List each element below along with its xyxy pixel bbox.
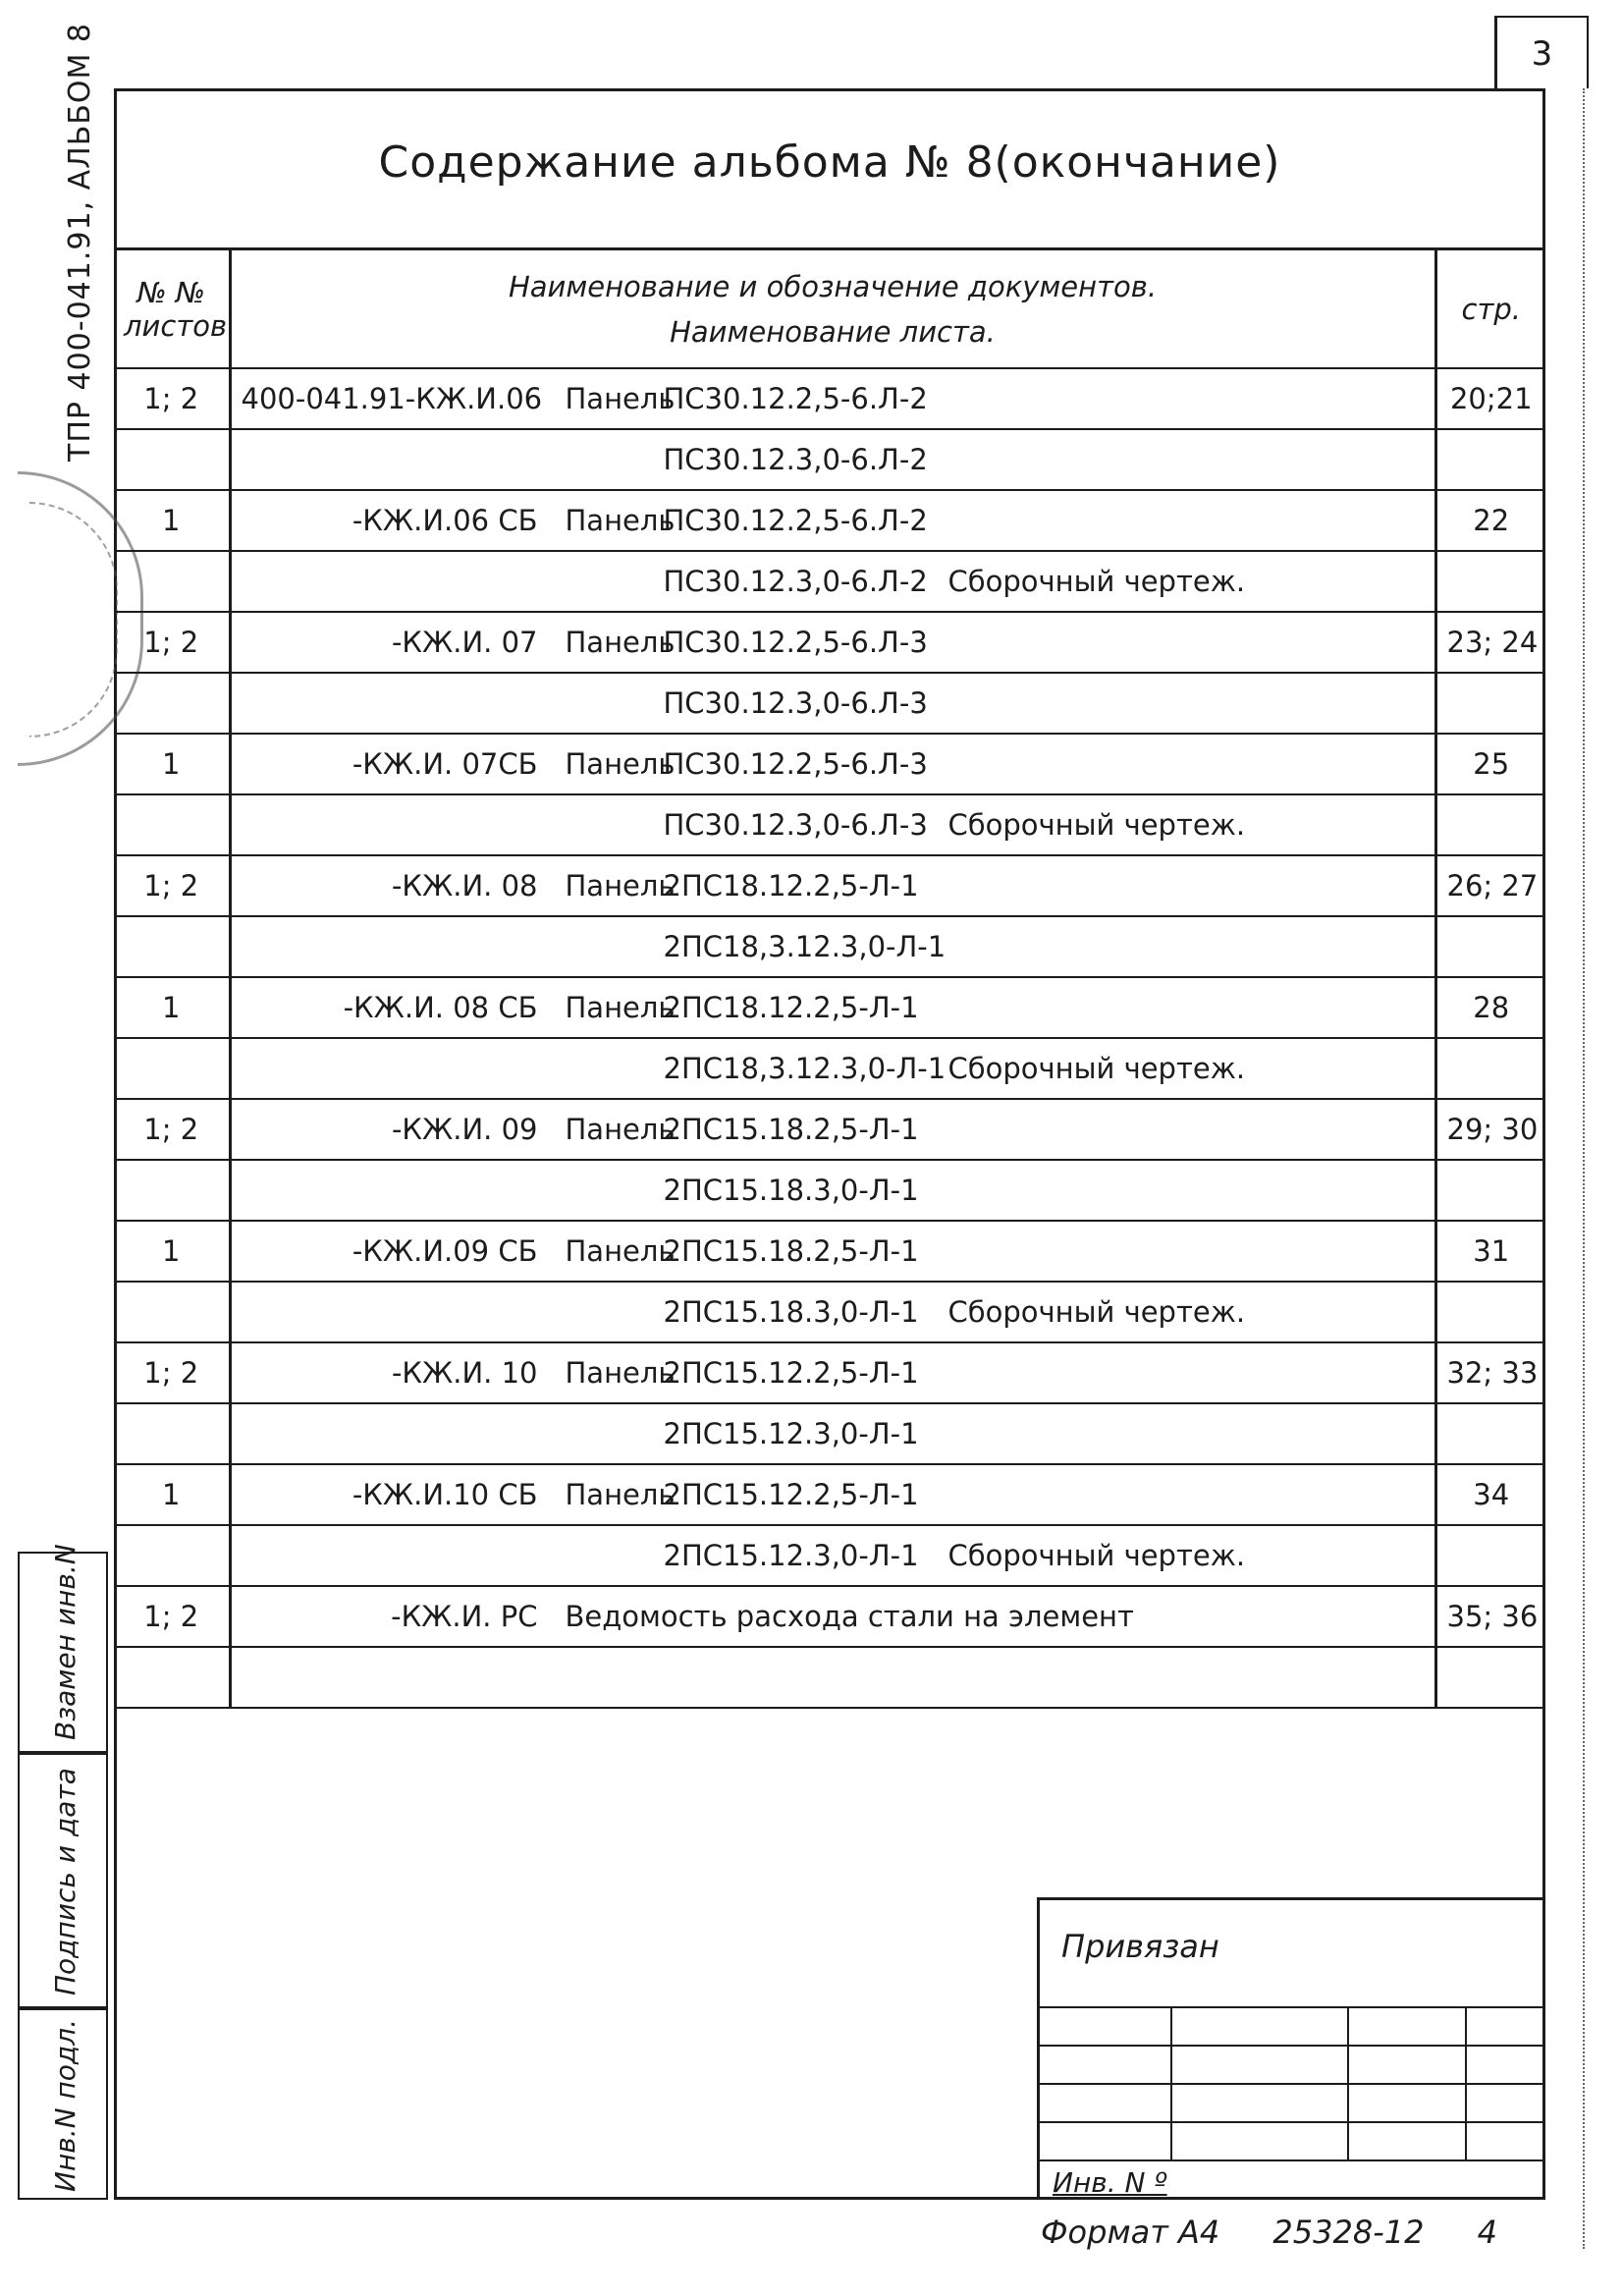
header-name bbox=[230, 250, 1435, 368]
tb-cell bbox=[1349, 2123, 1467, 2161]
tb-cell bbox=[1349, 2085, 1467, 2123]
row-sheet-no bbox=[114, 916, 230, 977]
row-sheet-no bbox=[114, 429, 230, 490]
row-name-grid bbox=[242, 369, 1425, 428]
row-panel-label: Панель bbox=[565, 869, 676, 902]
row-name-cell bbox=[230, 1342, 1435, 1403]
side-document-code: ТПР 400-041.91, АЛЬБОМ 8 bbox=[63, 22, 97, 462]
row-assembly-label: Сборочный чертеж. bbox=[947, 1539, 1246, 1572]
table-row bbox=[114, 794, 1545, 855]
tb-cell bbox=[1467, 2008, 1542, 2047]
row-panel-mark: 2ПС15.12.3,0-Л-1 bbox=[663, 1417, 919, 1450]
side-label-sign-date: Подпись и дата bbox=[49, 1768, 81, 1995]
row-sheet-no: 1; 2 bbox=[114, 1586, 230, 1647]
table-row bbox=[114, 612, 1545, 673]
row-panel-label: Панель bbox=[565, 382, 676, 415]
row-name-grid bbox=[242, 1039, 1425, 1098]
row-document-code: -КЖ.И. 07 bbox=[391, 626, 538, 659]
row-panel-label: Панель bbox=[565, 1478, 676, 1511]
row-name-grid bbox=[242, 917, 1425, 976]
row-panel-mark: 2ПС18,3.12.3,0-Л-1 bbox=[663, 930, 947, 963]
row-document-code: -КЖ.И.06 СБ bbox=[352, 504, 538, 537]
header-name-line1: Наименование и обозначение документов. bbox=[508, 269, 1158, 303]
row-sheet-no bbox=[114, 794, 230, 855]
row-name-cell bbox=[230, 1038, 1435, 1099]
table-row bbox=[114, 1221, 1545, 1282]
row-sheet-no bbox=[114, 1038, 230, 1099]
table-row-empty bbox=[114, 1647, 1545, 1708]
header-sheet-no-line1: № № bbox=[136, 275, 206, 309]
title-block-grid bbox=[1040, 2008, 1542, 2161]
row-sheet-no: 1 bbox=[114, 977, 230, 1038]
row-name-cell bbox=[230, 916, 1435, 977]
row-name-cell bbox=[230, 1221, 1435, 1282]
table-header-row bbox=[114, 250, 1545, 368]
table-row bbox=[114, 429, 1545, 490]
row-name-grid bbox=[242, 1161, 1425, 1220]
table-row bbox=[114, 1099, 1545, 1160]
tb-cell bbox=[1040, 2047, 1172, 2085]
header-sheet-no-line2: листов bbox=[124, 308, 228, 343]
row-page: 28 bbox=[1435, 977, 1545, 1038]
row-page bbox=[1435, 1038, 1545, 1099]
row-name-cell bbox=[230, 1099, 1435, 1160]
row-sheet-no: 1; 2 bbox=[114, 1342, 230, 1403]
table-row bbox=[114, 1342, 1545, 1403]
tb-cell bbox=[1040, 2085, 1172, 2123]
table-row bbox=[114, 1525, 1545, 1586]
row-name-cell bbox=[230, 1586, 1435, 1647]
row-name-grid bbox=[242, 1343, 1425, 1402]
tb-cell bbox=[1040, 2123, 1172, 2161]
row-page bbox=[1435, 1282, 1545, 1342]
row-name-grid bbox=[242, 613, 1425, 672]
row-document-code: -КЖ.И. 08 СБ bbox=[343, 991, 538, 1024]
row-sheet-no bbox=[114, 673, 230, 734]
row-name-cell bbox=[230, 1160, 1435, 1221]
row-sheet-no: 1; 2 bbox=[114, 612, 230, 673]
sheet-number: 3 bbox=[1494, 16, 1589, 88]
row-name-cell bbox=[230, 368, 1435, 429]
row-sheet-no bbox=[114, 1403, 230, 1464]
row-sheet-no bbox=[114, 1160, 230, 1221]
side-label-inv-orig: Инв.N подл. bbox=[49, 2018, 81, 2192]
row-sheet-no: 1; 2 bbox=[114, 368, 230, 429]
row-panel-mark: ПС30.12.3,0-6.Л-3 bbox=[663, 808, 928, 842]
row-name-grid bbox=[242, 674, 1425, 733]
row-panel-label: Панель bbox=[565, 1234, 676, 1268]
row-panel-mark: 2ПС15.12.2,5-Л-1 bbox=[663, 1356, 919, 1390]
tb-cell bbox=[1467, 2047, 1542, 2085]
row-panel-label: Панель bbox=[565, 1113, 676, 1146]
tb-cell bbox=[1349, 2008, 1467, 2047]
table-row bbox=[114, 734, 1545, 794]
row-name-cell bbox=[230, 490, 1435, 551]
empty-cell-name bbox=[230, 1647, 1435, 1708]
row-name-grid bbox=[242, 1587, 1425, 1646]
row-panel-mark: ПС30.12.3,0-6.Л-3 bbox=[663, 686, 928, 720]
table-row bbox=[114, 977, 1545, 1038]
row-name-grid bbox=[242, 430, 1425, 489]
row-name-grid bbox=[242, 795, 1425, 854]
row-name-grid bbox=[242, 1526, 1425, 1585]
empty-cell-page bbox=[1435, 1647, 1545, 1708]
side-box-replace bbox=[18, 1544, 108, 1753]
side-box-inv-orig bbox=[18, 2008, 108, 2200]
row-name-cell bbox=[230, 977, 1435, 1038]
row-page bbox=[1435, 794, 1545, 855]
table-row bbox=[114, 490, 1545, 551]
title-band bbox=[114, 88, 1545, 250]
row-name-cell bbox=[230, 429, 1435, 490]
table-row bbox=[114, 1160, 1545, 1221]
tb-cell bbox=[1467, 2085, 1542, 2123]
row-name-cell bbox=[230, 551, 1435, 612]
right-margin-rule bbox=[1583, 88, 1585, 2249]
row-panel-mark: 2ПС18.12.2,5-Л-1 bbox=[663, 869, 919, 902]
row-assembly-label: Сборочный чертеж. bbox=[947, 1295, 1246, 1329]
row-panel-mark: ПС30.12.2,5-6.Л-2 bbox=[663, 504, 928, 537]
row-page: 32; 33 bbox=[1435, 1342, 1545, 1403]
row-panel-mark: 2ПС15.12.2,5-Л-1 bbox=[663, 1478, 919, 1511]
table-row bbox=[114, 1282, 1545, 1342]
row-sheet-no: 1 bbox=[114, 490, 230, 551]
row-page bbox=[1435, 673, 1545, 734]
header-name-line2: Наименование листа. bbox=[670, 314, 996, 349]
row-page: 23; 24 bbox=[1435, 612, 1545, 673]
row-page: 34 bbox=[1435, 1464, 1545, 1525]
row-page: 35; 36 bbox=[1435, 1586, 1545, 1647]
contents-table bbox=[114, 250, 1545, 1709]
format-label: Формат А4 bbox=[1041, 2214, 1220, 2251]
table-row bbox=[114, 1038, 1545, 1099]
row-page: 25 bbox=[1435, 734, 1545, 794]
tb-cell bbox=[1467, 2123, 1542, 2161]
format-sheet: 4 bbox=[1477, 2214, 1498, 2251]
contents-rows bbox=[114, 368, 1545, 1647]
row-name-grid bbox=[242, 1404, 1425, 1463]
table-row bbox=[114, 673, 1545, 734]
row-sheet-no: 1 bbox=[114, 1221, 230, 1282]
row-page bbox=[1435, 1525, 1545, 1586]
table-row bbox=[114, 551, 1545, 612]
album-title: Содержание альбома № 8(окончание) bbox=[378, 137, 1281, 188]
header-page: стр. bbox=[1435, 250, 1545, 368]
table-row bbox=[114, 1586, 1545, 1647]
side-label-replace: Взамен инв.N bbox=[49, 1544, 81, 1740]
row-name-grid bbox=[242, 1100, 1425, 1159]
row-name-grid bbox=[242, 978, 1425, 1037]
row-name-cell bbox=[230, 612, 1435, 673]
row-document-code: 400-041.91-КЖ.И.06 bbox=[241, 382, 543, 415]
row-panel-mark: 2ПС15.12.3,0-Л-1 bbox=[663, 1539, 919, 1572]
row-panel-label: Панель bbox=[565, 626, 676, 659]
row-name-cell bbox=[230, 794, 1435, 855]
row-name-cell bbox=[230, 1464, 1435, 1525]
side-box-sign-date bbox=[18, 1753, 108, 2008]
row-name-cell bbox=[230, 673, 1435, 734]
row-page bbox=[1435, 551, 1545, 612]
row-name-grid bbox=[242, 1222, 1425, 1281]
row-panel-label: Панель bbox=[565, 991, 676, 1024]
row-document-code: -КЖ.И. 10 bbox=[391, 1356, 538, 1390]
row-page bbox=[1435, 1160, 1545, 1221]
table-row bbox=[114, 1403, 1545, 1464]
header-sheet-no bbox=[114, 250, 230, 368]
table-row bbox=[114, 916, 1545, 977]
row-panel-label: Панель bbox=[565, 504, 676, 537]
row-name-grid bbox=[242, 491, 1425, 550]
empty-cell-no bbox=[114, 1647, 230, 1708]
row-document-code: -КЖ.И. РС bbox=[391, 1600, 538, 1633]
row-panel-mark: ПС30.12.3,0-6.Л-2 bbox=[663, 443, 928, 476]
row-sheet-no bbox=[114, 1282, 230, 1342]
row-name-grid bbox=[242, 552, 1425, 611]
table-row bbox=[114, 855, 1545, 916]
row-page: 26; 27 bbox=[1435, 855, 1545, 916]
row-panel-mark: ПС30.12.2,5-6.Л-2 bbox=[663, 382, 928, 415]
tb-cell bbox=[1172, 2123, 1349, 2161]
row-panel-mark: 2ПС15.18.3,0-Л-1 bbox=[663, 1174, 919, 1207]
row-name-cell bbox=[230, 855, 1435, 916]
row-assembly-label: Сборочный чертеж. bbox=[947, 1052, 1246, 1085]
row-name-grid bbox=[242, 735, 1425, 793]
row-document-code: -КЖ.И. 08 bbox=[391, 869, 538, 902]
format-footer bbox=[1041, 2214, 1541, 2251]
row-sheet-no: 1; 2 bbox=[114, 1099, 230, 1160]
title-block bbox=[1037, 1897, 1545, 2200]
row-panel-label: Панель bbox=[565, 1356, 676, 1390]
tb-cell bbox=[1172, 2047, 1349, 2085]
row-panel-mark: ПС30.12.2,5-6.Л-3 bbox=[663, 747, 928, 781]
row-name-grid bbox=[242, 1465, 1425, 1524]
row-sheet-no: 1 bbox=[114, 734, 230, 794]
row-page: 22 bbox=[1435, 490, 1545, 551]
approval-stamp-ring bbox=[29, 502, 118, 738]
row-panel-mark: 2ПС18,3.12.3,0-Л-1 bbox=[663, 1052, 947, 1085]
table-row bbox=[114, 368, 1545, 429]
inventory-number-label: Инв. N º bbox=[1053, 2166, 1167, 2199]
tb-cell bbox=[1172, 2085, 1349, 2123]
row-document-code: -КЖ.И. 09 bbox=[391, 1113, 538, 1146]
row-page bbox=[1435, 916, 1545, 977]
row-panel-label: Панель bbox=[565, 747, 676, 781]
row-name-cell bbox=[230, 1403, 1435, 1464]
row-assembly-label: Сборочный чертеж. bbox=[947, 808, 1246, 842]
row-document-code: -КЖ.И.09 СБ bbox=[352, 1234, 538, 1268]
row-document-code: -КЖ.И.10 СБ bbox=[352, 1478, 538, 1511]
row-assembly-label: Сборочный чертеж. bbox=[947, 565, 1246, 598]
row-panel-mark: 2ПС15.18.3,0-Л-1 bbox=[663, 1295, 919, 1329]
row-name-cell bbox=[230, 1525, 1435, 1586]
title-block-bound: Привязан bbox=[1040, 1900, 1542, 2008]
row-name-grid bbox=[242, 856, 1425, 915]
tb-cell bbox=[1172, 2008, 1349, 2047]
row-name-cell bbox=[230, 1282, 1435, 1342]
row-panel-mark: ПС30.12.2,5-6.Л-3 bbox=[663, 626, 928, 659]
row-sheet-no bbox=[114, 1525, 230, 1586]
tb-cell bbox=[1349, 2047, 1467, 2085]
tb-cell bbox=[1040, 2008, 1172, 2047]
table-row bbox=[114, 1464, 1545, 1525]
row-sheet-no: 1 bbox=[114, 1464, 230, 1525]
row-name-grid bbox=[242, 1283, 1425, 1341]
row-description: Ведомость расхода стали на элемент bbox=[565, 1600, 1134, 1633]
row-panel-mark: 2ПС18.12.2,5-Л-1 bbox=[663, 991, 919, 1024]
row-page: 31 bbox=[1435, 1221, 1545, 1282]
row-panel-mark: 2ПС15.18.2,5-Л-1 bbox=[663, 1113, 919, 1146]
row-panel-mark: 2ПС15.18.2,5-Л-1 bbox=[663, 1234, 919, 1268]
row-sheet-no bbox=[114, 551, 230, 612]
row-page: 20;21 bbox=[1435, 368, 1545, 429]
row-name-cell bbox=[230, 734, 1435, 794]
row-page: 29; 30 bbox=[1435, 1099, 1545, 1160]
row-sheet-no: 1; 2 bbox=[114, 855, 230, 916]
row-panel-mark: ПС30.12.3,0-6.Л-2 bbox=[663, 565, 928, 598]
row-page bbox=[1435, 1403, 1545, 1464]
format-code: 25328-12 bbox=[1272, 2214, 1425, 2251]
row-page bbox=[1435, 429, 1545, 490]
row-document-code: -КЖ.И. 07СБ bbox=[352, 747, 538, 781]
